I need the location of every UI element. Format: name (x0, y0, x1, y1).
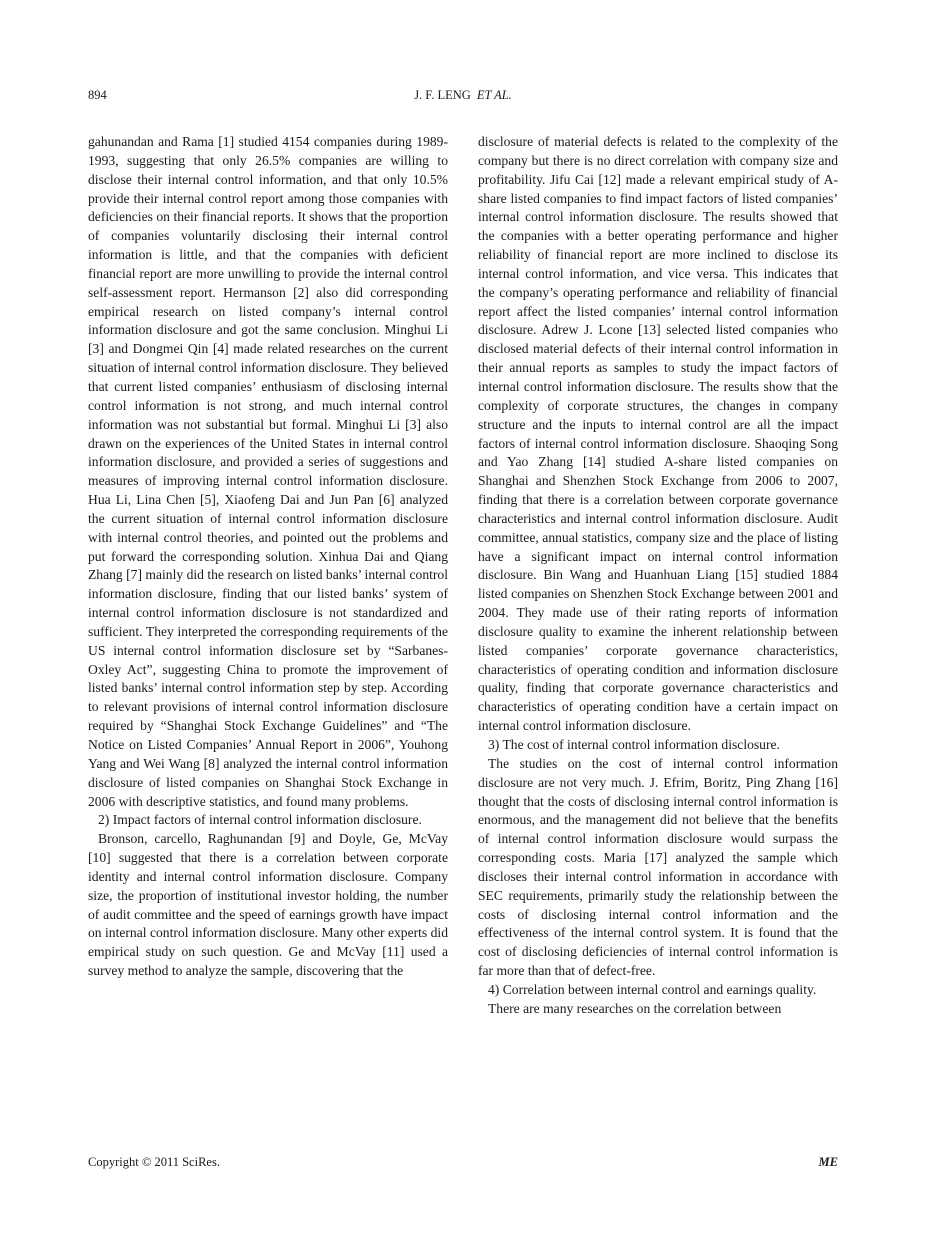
paragraph: There are many researches on the correlation between (488, 1000, 782, 1016)
right-column (478, 133, 838, 1019)
running-head (88, 88, 838, 103)
paragraph: The studies on the cost of internal control information disclosure are not very much. J. Efrim, Boritz, Ping Zhang [16] thought that the costs of disclosing internal control information is enormous, and the management did not believe that the benefits of internal control information disclosure would surpass the corresponding costs. Maria [17] analyzed the sample which discloses their internal control information in accordance with SEC requirements, primarily study the relationship between the costs of disclosing internal control information and the effectiveness of the internal control system. It is found that the cost of disclosing deficiencies of internal control information is far more than that of defect-free. (478, 755, 838, 979)
running-head-authors: J. F. LENG (414, 88, 471, 102)
paragraph: Bronson, carcello, Raghunandan [9] and Doyle, Ge, McVay [10] suggested that there is a correlation between corporate identity and internal control information disclosure. Company size, the proportion of institutional investor holding, the number of audit committee and the speed of earnings growth have impact on internal control information disclosure. Many other experts did empirical study on such question. Ge and McVay [11] used a survey method to analyze the sample, discovering that the (88, 831, 448, 979)
journal-abbreviation: ME (818, 1155, 838, 1169)
paragraph: disclosure of material defects is related to the complexity of the company but there is no direct correlation with company size and profitability. Jifu Cai [12] made a relevant empirical study of A-share listed companies to find impact factors of listed companies’ internal control information disclosure. The results showed that the companies with a better operating performance and higher reliability of financial report are more inclined to disclose its internal control information, and vice versa. This indicates that the company’s operating performance and reliability of financial report affect the listed companies’ internal control information disclosure. Adrew J. Lcone [13] selected listed companies who disclosed material defects of their internal control information in their annual reports as samples to study the impact factors of internal control information disclosure. The results show that the complexity of corporate structures, the changes in company structure and the inputs to internal control are all the impact factors of internal control information disclosure. Shaoqing Song and Yao Zhang [14] studied A-share listed companies on Shanghai and Shenzhen Stock Exchange from 2006 to 2007, finding that there is a correlation between corporate governance characteristics and internal control information disclosure. Audit committee, annual statistics, company size and the place of listing have a significant impact on internal control information disclosure. Bin Wang and Huanhuan Liang [15] studied 1884 listed companies on Shenzhen Stock Exchange between 2001 and 2004. They made use of their rating reports of information disclosure quality to examine the inherent relationship between listed companies’ corporate governance characteristics, characteristics of operating condition and information disclosure quality, finding that corporate governance characteristics and characteristics of operating condition have a certain impact on internal control information disclosure. (478, 134, 838, 734)
left-column (88, 133, 448, 981)
copyright-notice: Copyright © 2011 SciRes. (88, 1155, 220, 1169)
paragraph: gahunandan and Rama [1] studied 4154 companies during 1989-1993, suggesting that only 26.5% companies are willing to disclose their internal control information, and that only 10.5% provide their internal control report among those companies with deficiencies on their financial reports. It shows that the proportion of companies voluntarily disclosing their internal control information is little, and that the companies with deficient financial report are more unwilling to provide the internal control self-assessment report. Hermanson [2] also did corresponding empirical research on listed company’s internal control information disclosure and got the same conclusion. Minghui Li [3] and Dongmei Qin [4] made related researches on the current situation of internal control information disclosure. They believed that current listed companies’ enthusiasm of disclosing internal control information is not strong, and much internal control information was not substantial but formal. Minghui Li [3] also drawn on the experiences of the United States in internal control information disclosure, and provided a series of suggestions and measures of improving internal control information disclosure. Hua Li, Lina Chen [5], Xiaofeng Dai and Jun Pan [6] analyzed the current situation of internal control information disclosure with internal control theories, and pointed out the problems and put forward the corresponding solution. Xinhua Dai and Qiang Zhang [7] mainly did the research on listed banks’ internal control information disclosure, finding that our listed banks’ system of internal control information disclosure is not standardized and sufficient. They interpreted the corresponding requirements of the US internal control information disclosure set by “Sarbanes-Oxley Act”, suggesting China to promote the improvement of listed banks’ internal control information step by step. According to relevant provisions of internal control information disclosure required by “Shanghai Stock Exchange Guidelines” and “The Notice on Listed Companies’ Annual Report in 2006”, Youhong Yang and Wei Wang [8] analyzed the internal control information disclosure of listed companies on Shanghai Stock Exchange in 2006 with descriptive statistics, and found many problems. (88, 134, 448, 809)
section-heading-impact-factors: 2) Impact factors of internal control information disclosure. (98, 812, 422, 828)
running-head-et-al: ET AL. (476, 88, 512, 102)
page-footer (88, 1155, 838, 1175)
page-header (88, 88, 838, 108)
section-heading-cost: 3) The cost of internal control information disclosure. (488, 737, 780, 752)
page-number: 894 (88, 88, 107, 102)
section-heading-correlation: 4) Correlation between internal control and earnings quality. (488, 981, 817, 997)
